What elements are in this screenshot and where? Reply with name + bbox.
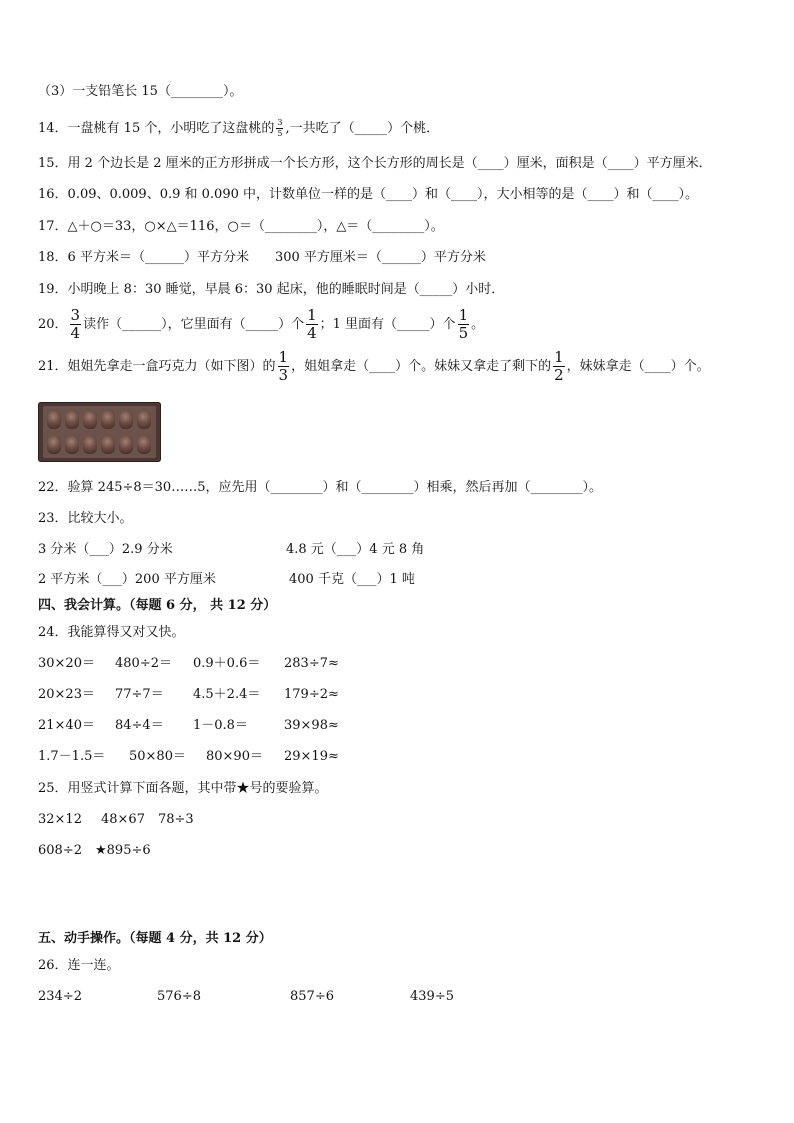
vertical-calc-item: 32×12 [38, 812, 82, 827]
calc-item: 84÷4＝ [115, 718, 164, 733]
calc-item: 20×23＝ [38, 687, 95, 702]
question-14: 14．一盘桃有 15 个，小明吃了这盘桃的 $\frac{3}{5}$ ,一共吃了（_____）个桃． [38, 118, 440, 138]
chocolate-piece [65, 410, 79, 429]
fraction-three-fifths: $\frac{3}{5}$ [277, 118, 283, 138]
question-13-part-3: （3）一支铅笔长 15（________）。 [38, 84, 243, 99]
chocolate-piece [101, 435, 115, 454]
calc-item: 179÷2≈ [284, 687, 339, 702]
match-item: 439÷5 [410, 989, 454, 1004]
fraction-one-fifth: $\frac{1}{5}$ [458, 306, 469, 342]
calc-item: 39×98≈ [284, 718, 339, 733]
fraction-one-third: $\frac{1}{3}$ [278, 348, 289, 384]
calc-item: 21×40＝ [38, 718, 95, 733]
calc-item: 283÷7≈ [284, 656, 339, 671]
question-15: 15．用 2 个边长是 2 厘米的正方形拼成一个长方形，这个长方形的周长是（____）厘米，面积是（____）平方厘米． [38, 156, 712, 171]
question-20: 20． $\frac{3}{4}$ 读作（______），它里面有（_____）个 $\frac{1}{4}$ ；1 里面有（_____）个 $\frac{1}{5}$ 。 [38, 306, 485, 342]
calc-item: 50×80＝ [129, 749, 186, 764]
question-17: 17．△＋○＝33，○×△＝116，○＝（________），△＝（________）。 [38, 219, 444, 234]
calc-item: 1.7－1.5＝ [38, 749, 106, 764]
chocolate-piece [119, 410, 133, 429]
vertical-calc-item: 78÷3 [158, 812, 194, 827]
vertical-calc-item: 608÷2 [38, 843, 82, 858]
question-19: 19．小明晚上 8：30 睡觉，早晨 6：30 起床，他的睡眠时间是（_____）小时． [38, 282, 505, 297]
chocolate-piece [47, 435, 61, 454]
fraction-three-quarters: $\frac{3}{4}$ [70, 306, 81, 342]
calc-item: 77÷7＝ [115, 687, 164, 702]
compare-item: 400 千克（___）1 吨 [289, 572, 415, 587]
question-18: 18．6 平方米＝（______）平方分米 300 平方厘米＝（______）平方分米 [38, 250, 486, 265]
calc-item: 29×19≈ [284, 749, 339, 764]
fraction-one-half: $\frac{1}{2}$ [554, 348, 564, 384]
section-5-heading: 五、动手操作。（每题 4 分，共 12 分） [38, 931, 272, 946]
match-item: 576÷8 [157, 989, 201, 1004]
question-26-title: 26．连一连。 [38, 958, 120, 973]
question-25-title: 25．用竖式计算下面各题，其中带★号的要验算。 [38, 781, 328, 796]
question-22: 22．验算 245÷8＝30……5，应先用（________）和（________）相乘，然后再加（________）。 [38, 480, 602, 495]
calc-item: 0.9＋0.6＝ [193, 656, 261, 671]
calc-item: 30×20＝ [38, 656, 95, 671]
compare-item: 4.8 元（___）4 元 8 角 [286, 542, 425, 557]
compare-item: 3 分米（___）2.9 分米 [38, 542, 173, 557]
chocolate-piece [101, 410, 115, 429]
chocolate-piece [83, 410, 97, 429]
chocolate-piece [119, 435, 133, 454]
match-item: 234÷2 [38, 989, 82, 1004]
chocolate-piece [137, 435, 151, 454]
chocolate-piece [83, 435, 97, 454]
section-4-heading: 四、我会计算。（每题 6 分， 共 12 分） [38, 598, 277, 613]
vertical-calc-item: ★895÷6 [95, 843, 151, 858]
question-21: 21．姐姐先拿走一盒巧克力（如下图）的 $\frac{1}{3}$ ，姐姐拿走（____）个。妹妹又拿走了剩下的 $\frac{1}{2}$ ，妹妹拿走（____）个。 [38, 348, 710, 384]
match-item: 857÷6 [290, 989, 334, 1004]
compare-item: 2 平方米（___）200 平方厘米 [38, 572, 216, 587]
fraction-one-quarter: $\frac{1}{4}$ [307, 306, 317, 342]
calc-item: 80×90＝ [206, 749, 263, 764]
chocolate-piece [47, 410, 61, 429]
question-16: 16．0.09、0.009、0.9 和 0.090 中，计数单位一样的是（____）和（____），大小相等的是（____）和（____）。 [38, 187, 698, 202]
calc-item: 4.5＋2.4＝ [193, 687, 261, 702]
question-24-title: 24．我能算得又对又快。 [38, 625, 185, 640]
vertical-calc-item: 48×67 [101, 812, 145, 827]
chocolate-piece [137, 410, 151, 429]
calc-item: 1－0.8＝ [193, 718, 248, 733]
calc-item: 480÷2＝ [115, 656, 172, 671]
question-23-title: 23．比较大小。 [38, 511, 133, 526]
chocolate-box-image [38, 402, 161, 462]
chocolate-piece [65, 435, 79, 454]
